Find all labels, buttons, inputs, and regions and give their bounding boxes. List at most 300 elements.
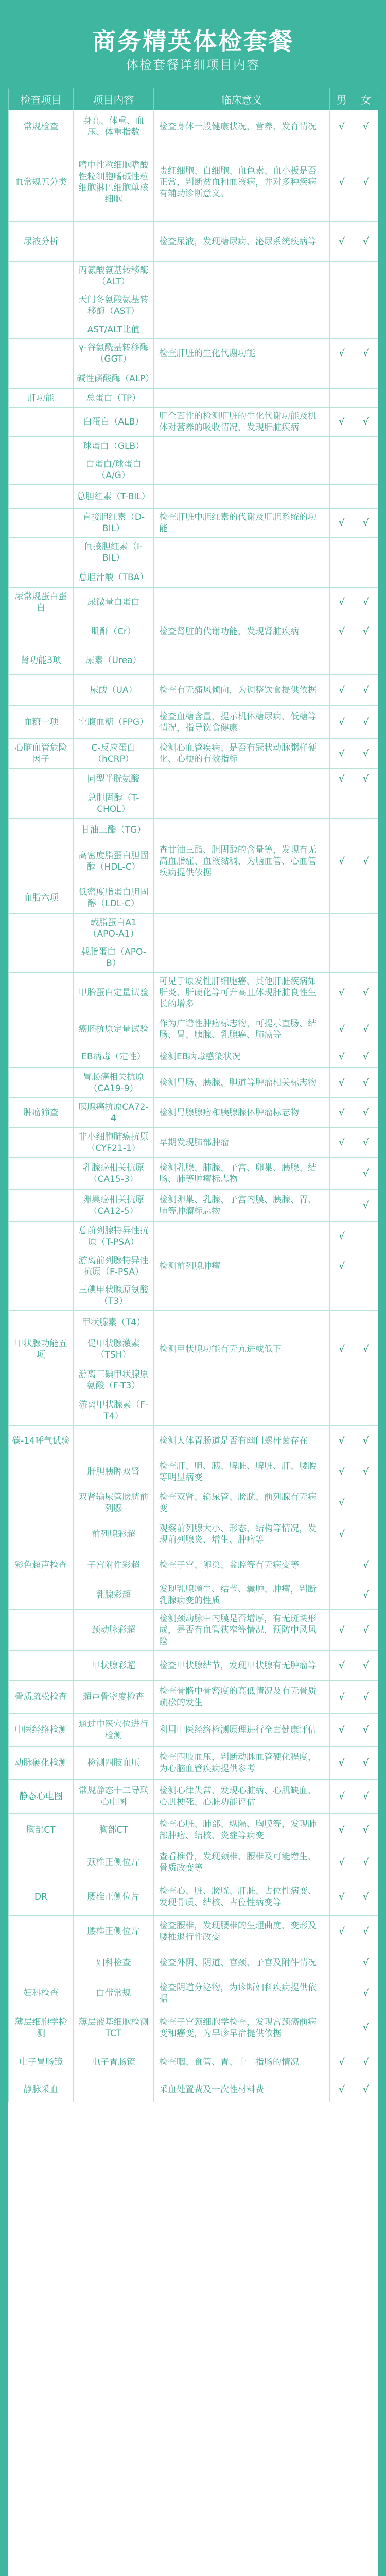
item-cell: EB病毒（定性） <box>74 1045 154 1068</box>
table-row <box>9 1364 378 1396</box>
table-row <box>9 819 378 841</box>
male-cell: √ <box>330 769 354 789</box>
item-cell: 颈椎正侧位片 <box>74 1846 154 1878</box>
meaning-cell: 利用中医经络检测原理进行全面健康评估 <box>154 1714 330 1747</box>
female-cell <box>354 437 378 455</box>
meaning-cell: 检查阴道分泌物，为诊断妇科疾病提供依据 <box>154 1978 330 2008</box>
meaning-cell <box>154 914 330 943</box>
category-cell: 动脉硬化检测 <box>9 1747 74 1780</box>
category-cell <box>9 617 74 646</box>
meaning-cell: 早期发现肺部肿瘤 <box>154 1128 330 1158</box>
female-cell: √ <box>354 1747 378 1780</box>
meaning-cell: 发现乳腺增生、结节、囊肿、肿瘤，判断乳腺病变的性质 <box>154 1580 330 1610</box>
male-cell <box>330 1947 354 1978</box>
male-cell <box>330 1281 354 1311</box>
category-cell: 血常规五分类 <box>9 143 74 222</box>
male-cell <box>330 455 354 485</box>
meaning-cell: 检测前列腺肿瘤 <box>154 1251 330 1281</box>
meaning-cell: 作为广谱性肿瘤标志物，可提示直肠、结肠、胃、胰腺、乳腺癌、肺癌等 <box>154 1013 330 1045</box>
category-cell: 妇科检查 <box>9 1978 74 2008</box>
female-cell: √ <box>354 2008 378 2047</box>
male-cell: √ <box>330 1518 354 1550</box>
category-cell: 薄层细胞学检测 <box>9 2008 74 2047</box>
male-cell <box>330 368 354 389</box>
female-cell: √ <box>354 1651 378 1681</box>
meaning-cell <box>154 485 330 509</box>
meaning-cell: 检测心血管疾病、是否有冠状动脉粥样硬化、心梗的有效指标 <box>154 739 330 769</box>
table-row <box>9 222 378 262</box>
female-cell: √ <box>354 1978 378 2008</box>
male-cell: √ <box>330 1714 354 1747</box>
category-cell <box>9 538 74 567</box>
male-cell: √ <box>330 509 354 538</box>
category-cell <box>9 339 74 368</box>
category-cell <box>9 1158 74 1190</box>
table-row <box>9 368 378 389</box>
female-cell: √ <box>354 1098 378 1128</box>
meaning-cell: 检测颈动脉中内膜是否增厚，有无斑块形成，是否有血管狭窄等情况，预防中风风险 <box>154 1610 330 1651</box>
item-cell <box>74 2077 154 2102</box>
male-cell: √ <box>330 1456 354 1487</box>
table-row <box>9 1068 378 1098</box>
table-row <box>9 1456 378 1487</box>
category-cell <box>9 1916 74 1947</box>
male-cell <box>330 2008 354 2047</box>
male-cell <box>330 943 354 973</box>
table-row <box>9 1222 378 1251</box>
male-cell <box>330 1550 354 1580</box>
female-cell: √ <box>354 973 378 1013</box>
item-cell: 子宫附件彩超 <box>74 1550 154 1580</box>
table-row <box>9 1396 378 1426</box>
meaning-cell <box>154 819 330 841</box>
category-cell: 肝功能 <box>9 389 74 408</box>
category-cell <box>9 437 74 455</box>
table-row <box>9 1846 378 1878</box>
female-cell: √ <box>354 1128 378 1158</box>
category-cell <box>9 291 74 320</box>
female-cell: √ <box>354 339 378 368</box>
male-cell: √ <box>330 143 354 222</box>
table-row <box>9 588 378 617</box>
female-cell <box>354 1487 378 1518</box>
category-cell: 静脉采血 <box>9 2077 74 2102</box>
male-cell: √ <box>330 1747 354 1780</box>
female-cell: √ <box>354 1045 378 1068</box>
table-row <box>9 1487 378 1518</box>
male-cell: √ <box>330 1068 354 1098</box>
meaning-cell: 检查骨骼中骨密度的高低情况及有无骨质疏松的发生 <box>154 1681 330 1714</box>
category-cell: 静态心电图 <box>9 1780 74 1814</box>
female-cell: √ <box>354 509 378 538</box>
male-cell: √ <box>330 1610 354 1651</box>
meaning-cell <box>154 789 330 819</box>
female-cell: √ <box>354 675 378 706</box>
item-cell: 总蛋白（TP） <box>74 389 154 408</box>
category-cell: 中医经络检测 <box>9 1714 74 1747</box>
meaning-cell: 检测甲状腺功能有无亢进或低下 <box>154 1334 330 1364</box>
table-row <box>9 841 378 882</box>
male-cell: √ <box>330 1846 354 1878</box>
female-cell <box>354 320 378 339</box>
item-cell: 身高、体重、血压、体重指数 <box>74 110 154 143</box>
male-cell <box>330 789 354 819</box>
item-cell: 三碘甲状腺原氨酸（T3） <box>74 1281 154 1311</box>
table-row <box>9 1045 378 1068</box>
table-row <box>9 389 378 408</box>
category-cell: 骨质疏松检查 <box>9 1681 74 1714</box>
package-table <box>8 88 378 2102</box>
item-cell: 总胆汁酸（TBA） <box>74 567 154 588</box>
female-cell <box>354 455 378 485</box>
category-cell <box>9 1456 74 1487</box>
item-cell: 妇科检查 <box>74 1947 154 1978</box>
category-cell: 碳-14呼气试验 <box>9 1426 74 1456</box>
meaning-cell: 检查子宫颈细胞学检查，发现宫颈癌前病变和癌变，为早诊早治提供依据 <box>154 2008 330 2047</box>
meaning-cell: 检查咽、食管、胃、十二指肠的情况 <box>154 2047 330 2077</box>
item-cell: C-反应蛋白（hCRP） <box>74 739 154 769</box>
meaning-cell: 检测心律失常、发现心脏病、心肌缺血、心肌梗死、心脏功能评估 <box>154 1780 330 1814</box>
meaning-cell: 检查子宫、卵巢、盆腔等有无病变等 <box>154 1550 330 1580</box>
table-row <box>9 1098 378 1128</box>
category-cell <box>9 509 74 538</box>
female-cell: √ <box>354 2047 378 2077</box>
female-cell: √ <box>354 1814 378 1846</box>
col-header-female: 女 <box>354 88 378 110</box>
meaning-cell: 检查甲状腺结节，发现甲状腺有无肿瘤等 <box>154 1651 330 1681</box>
table-row <box>9 2047 378 2077</box>
item-cell: 尿素（Urea） <box>74 646 154 675</box>
item-cell: 低密度脂蛋白胆固醇（LDL-C） <box>74 882 154 914</box>
male-cell: √ <box>330 408 354 437</box>
female-cell: √ <box>354 1334 378 1364</box>
item-cell: 肌酐（Cr） <box>74 617 154 646</box>
male-cell: √ <box>330 973 354 1013</box>
item-cell: 游离甲状腺素（F-T4） <box>74 1396 154 1426</box>
item-cell: γ-谷氨酰基转移酶（GGT） <box>74 339 154 368</box>
category-cell <box>9 455 74 485</box>
female-cell: √ <box>354 408 378 437</box>
category-cell: 电子胃肠镜 <box>9 2047 74 2077</box>
female-cell <box>354 1396 378 1426</box>
meaning-cell: 检查肝、胆、胰、脾脏、脾脏、肝、腰腰等明显病变 <box>154 1456 330 1487</box>
meaning-cell: 检查尿液，发现糖尿病、泌尿系统疾病等 <box>154 222 330 262</box>
female-cell <box>354 789 378 819</box>
category-cell <box>9 1396 74 1426</box>
category-cell: 尿液分析 <box>9 222 74 262</box>
table-row <box>9 1281 378 1311</box>
meaning-cell: 检查肾脏的代谢功能，发现肾脏疾病 <box>154 617 330 646</box>
female-cell <box>354 882 378 914</box>
male-cell: √ <box>330 1916 354 1947</box>
table-row <box>9 1747 378 1780</box>
item-cell: 直接胆红素（D-BIL） <box>74 509 154 538</box>
meaning-cell: 观察前列腺大小、形态、结构等情况，发现前列腺炎、增生、肿瘤等 <box>154 1518 330 1550</box>
category-cell <box>9 1190 74 1222</box>
category-cell <box>9 973 74 1013</box>
meaning-cell: 检查肝脏中胆红素的代谢及肝胆系统的功能 <box>154 509 330 538</box>
item-cell: 检测四肢血压 <box>74 1747 154 1780</box>
category-cell <box>9 914 74 943</box>
category-cell <box>9 1045 74 1068</box>
female-cell <box>354 819 378 841</box>
meaning-cell: 查甘油三酯、胆固醇的含量等，发现有无高血脂症、血液黏稠，为脑血管、心血管疾病提供依据 <box>154 841 330 882</box>
item-cell: 腰椎正侧位片 <box>74 1878 154 1916</box>
table-row <box>9 1916 378 1947</box>
female-cell: √ <box>354 1456 378 1487</box>
female-cell <box>354 914 378 943</box>
table-row <box>9 509 378 538</box>
male-cell <box>330 1396 354 1426</box>
meaning-cell <box>154 389 330 408</box>
table-row <box>9 291 378 320</box>
meaning-cell <box>154 943 330 973</box>
category-cell: 血脂六项 <box>9 882 74 914</box>
meaning-cell: 查看椎骨，发现颈椎、腰椎及可能增生、骨质改变等 <box>154 1846 330 1878</box>
meaning-cell: 检测胃肠、胰腺、胆道等肿瘤相关标志物 <box>154 1068 330 1098</box>
meaning-cell: 贵红细胞、白细胞、血色素、血小板是否正常，判断贫血和血液病，并对多种疾病有辅助诊断意义。 <box>154 143 330 222</box>
meaning-cell: 检测卵巢、乳腺、子宫内膜、胰腺、胃、肺等肿瘤标志物 <box>154 1190 330 1222</box>
female-cell: √ <box>354 1780 378 1814</box>
female-cell <box>354 567 378 588</box>
male-cell: √ <box>330 110 354 143</box>
meaning-cell: 检测乳腺、肺腺、子宫、卵巢、胰腺、结肠、肺等肿瘤标志物 <box>154 1158 330 1190</box>
meaning-cell: 检查血糖含量，提示机体糖尿病、低糖等情况，指导饮食健康 <box>154 706 330 739</box>
male-cell <box>330 882 354 914</box>
meaning-cell <box>154 320 330 339</box>
male-cell: √ <box>330 1426 354 1456</box>
male-cell <box>330 567 354 588</box>
female-cell: √ <box>354 706 378 739</box>
item-cell: 癌胚抗原定量试验 <box>74 1013 154 1045</box>
female-cell: √ <box>354 1714 378 1747</box>
male-cell <box>330 437 354 455</box>
female-cell <box>354 291 378 320</box>
female-cell: √ <box>354 588 378 617</box>
table-row <box>9 1190 378 1222</box>
item-cell: 双肾输尿管膀胱前列腺 <box>74 1487 154 1518</box>
meaning-cell: 检查心脏、肺部、纵隔、胸膜等，发现肺部肿瘤、结核、炎症等病变 <box>154 1814 330 1846</box>
meaning-cell: 检查外阴、阴道、宫颈、子宫及附件情况 <box>154 1947 330 1978</box>
category-cell <box>9 1311 74 1334</box>
item-cell: 碱性磷酸酶（ALP） <box>74 368 154 389</box>
category-cell <box>9 1487 74 1518</box>
category-cell: 甲状腺功能五项 <box>9 1334 74 1364</box>
table-row <box>9 675 378 706</box>
category-cell <box>9 841 74 882</box>
category-cell <box>9 1580 74 1610</box>
category-cell: 彩色超声检查 <box>9 1550 74 1580</box>
male-cell: √ <box>330 841 354 882</box>
female-cell: √ <box>354 1068 378 1098</box>
category-cell <box>9 943 74 973</box>
meaning-cell: 检查肝脏的生化代谢功能 <box>154 339 330 368</box>
col-header-category: 检查项目 <box>9 88 74 110</box>
table-row <box>9 1580 378 1610</box>
female-cell <box>354 1364 378 1396</box>
item-cell: 胃肠癌相关抗原（CA19-9） <box>74 1068 154 1098</box>
item-cell: 薄层液基细胞检测TCT <box>74 2008 154 2047</box>
category-cell: 肿瘤筛查 <box>9 1098 74 1128</box>
female-cell <box>354 1311 378 1334</box>
item-cell: 甘油三酯（TG） <box>74 819 154 841</box>
male-cell <box>330 819 354 841</box>
female-cell <box>354 1222 378 1251</box>
table-row <box>9 1251 378 1281</box>
female-cell: √ <box>354 1681 378 1714</box>
male-cell: √ <box>330 675 354 706</box>
table-row <box>9 914 378 943</box>
male-cell <box>330 1978 354 2008</box>
meaning-cell: 检查身体一般健康状况，营养、发育情况 <box>154 110 330 143</box>
male-cell: √ <box>330 1681 354 1714</box>
female-cell <box>354 1251 378 1281</box>
category-cell <box>9 789 74 819</box>
male-cell <box>330 291 354 320</box>
table-row <box>9 1550 378 1580</box>
male-cell: √ <box>330 1251 354 1281</box>
meaning-cell: 肝全面性的检测肝脏的生化代谢功能及机体对营养的吸收情况，发现肝脏疾病 <box>154 408 330 437</box>
item-cell: 腰椎正侧位片 <box>74 1916 154 1947</box>
table-row <box>9 408 378 437</box>
item-cell: 总胆固醇（T-CHOL） <box>74 789 154 819</box>
female-cell <box>354 485 378 509</box>
table-body <box>9 110 378 2102</box>
item-cell: 颈动脉彩超 <box>74 1610 154 1651</box>
category-cell <box>9 1651 74 1681</box>
category-cell <box>9 1068 74 1098</box>
meaning-cell <box>154 291 330 320</box>
table-row <box>9 973 378 1013</box>
table-row <box>9 2008 378 2047</box>
table-row <box>9 617 378 646</box>
male-cell <box>330 914 354 943</box>
male-cell: √ <box>330 1878 354 1916</box>
item-cell: 白带常规 <box>74 1978 154 2008</box>
meaning-cell: 检测胃腺腺瘤和胰腺腺体肿瘤标志物 <box>154 1098 330 1128</box>
female-cell: √ <box>354 2077 378 2102</box>
female-cell <box>354 538 378 567</box>
table-row <box>9 943 378 973</box>
female-cell: √ <box>354 143 378 222</box>
table-row <box>9 1334 378 1364</box>
item-cell <box>74 222 154 262</box>
meaning-cell: 检查四肢血压，判断动脉血管硬化程度，为心脑血管疾病提供参考 <box>154 1747 330 1780</box>
item-cell: 丙氨酸氨基转移酶（ALT） <box>74 262 154 291</box>
category-cell: 胸部CT <box>9 1814 74 1846</box>
category-cell <box>9 408 74 437</box>
female-cell <box>354 368 378 389</box>
female-cell <box>354 1281 378 1311</box>
male-cell: √ <box>330 1013 354 1045</box>
item-cell: 乳腺彩超 <box>74 1580 154 1610</box>
table-row <box>9 739 378 769</box>
female-cell <box>354 389 378 408</box>
item-cell: 白蛋白（ALB） <box>74 408 154 437</box>
meaning-cell <box>154 455 330 485</box>
table-row <box>9 143 378 222</box>
meaning-cell: 检查腰椎，发现腰椎的生理曲度、变形及腰椎退行性改变 <box>154 1916 330 1947</box>
item-cell: 嗜中性粒细胞嗜酸性粒细胞嗜碱性粒细胞淋巴细胞单核细胞 <box>74 143 154 222</box>
category-cell <box>9 485 74 509</box>
male-cell: √ <box>330 1128 354 1158</box>
item-cell: 总前列腺特异性抗原（T-PSA） <box>74 1222 154 1251</box>
page-subtitle: 体检套餐详细项目内容 <box>126 58 260 72</box>
male-cell: √ <box>330 1045 354 1068</box>
male-cell: √ <box>330 706 354 739</box>
item-cell: 卵巢癌相关抗原（CA12-5） <box>74 1190 154 1222</box>
item-cell <box>74 1426 154 1456</box>
male-cell <box>330 1364 354 1396</box>
item-cell: 肝胆胰脾双肾 <box>74 1456 154 1487</box>
female-cell: √ <box>354 110 378 143</box>
female-cell: √ <box>354 222 378 262</box>
category-cell <box>9 769 74 789</box>
male-cell: √ <box>330 588 354 617</box>
item-cell: 胰腺癌抗原CA72-4 <box>74 1098 154 1128</box>
female-cell: √ <box>354 1846 378 1878</box>
female-cell: √ <box>354 1550 378 1580</box>
category-cell: 肾功能3项 <box>9 646 74 675</box>
female-cell: √ <box>354 1426 378 1456</box>
table-row <box>9 706 378 739</box>
male-cell <box>330 1311 354 1334</box>
item-cell: 空腹血糖（FPG） <box>74 706 154 739</box>
meaning-cell: 检测人体胃肠道是否有幽门螺杆菌存在 <box>154 1426 330 1456</box>
item-cell: 游离三碘甲状腺原氨酸（F-T3） <box>74 1364 154 1396</box>
male-cell <box>330 262 354 291</box>
table-row <box>9 1780 378 1814</box>
table-row <box>9 262 378 291</box>
item-cell: 高密度脂蛋白胆固醇（HDL-C） <box>74 841 154 882</box>
male-cell <box>330 646 354 675</box>
table-row <box>9 789 378 819</box>
category-cell <box>9 1222 74 1251</box>
item-cell: 通过中医穴位进行检测 <box>74 1714 154 1747</box>
table-row <box>9 110 378 143</box>
page-title: 商务精英体检套餐 <box>92 27 294 55</box>
category-cell: 尿常规蛋白蛋白 <box>9 588 74 617</box>
item-cell: 非小细胞肺癌抗原（CYF21-1） <box>74 1128 154 1158</box>
table-row <box>9 1128 378 1158</box>
header <box>0 0 386 88</box>
table-row <box>9 1013 378 1045</box>
category-cell <box>9 567 74 588</box>
male-cell <box>330 389 354 408</box>
table-row <box>9 567 378 588</box>
category-cell: DR <box>9 1878 74 1916</box>
category-cell <box>9 1947 74 1978</box>
table-row <box>9 1947 378 1978</box>
meaning-cell <box>154 1281 330 1311</box>
meaning-cell <box>154 368 330 389</box>
meaning-cell: 检测EB病毒感染状况 <box>154 1045 330 1068</box>
item-cell: 乳腺癌相关抗原（CA15-3） <box>74 1158 154 1190</box>
category-cell <box>9 675 74 706</box>
item-cell: 甲状腺素（T4） <box>74 1311 154 1334</box>
category-cell: 常规检查 <box>9 110 74 143</box>
category-cell: 血糖一项 <box>9 706 74 739</box>
item-cell: 载脂蛋白A1（APO-A1） <box>74 914 154 943</box>
male-cell: √ <box>330 1334 354 1364</box>
category-cell: 心脑血管危险因子 <box>9 739 74 769</box>
table-row <box>9 1814 378 1846</box>
male-cell: √ <box>330 2047 354 2077</box>
meaning-cell <box>154 769 330 789</box>
meaning-cell: 采血处置费及一次性材料费 <box>154 2077 330 2102</box>
female-cell: √ <box>354 1013 378 1045</box>
table-row <box>9 1681 378 1714</box>
